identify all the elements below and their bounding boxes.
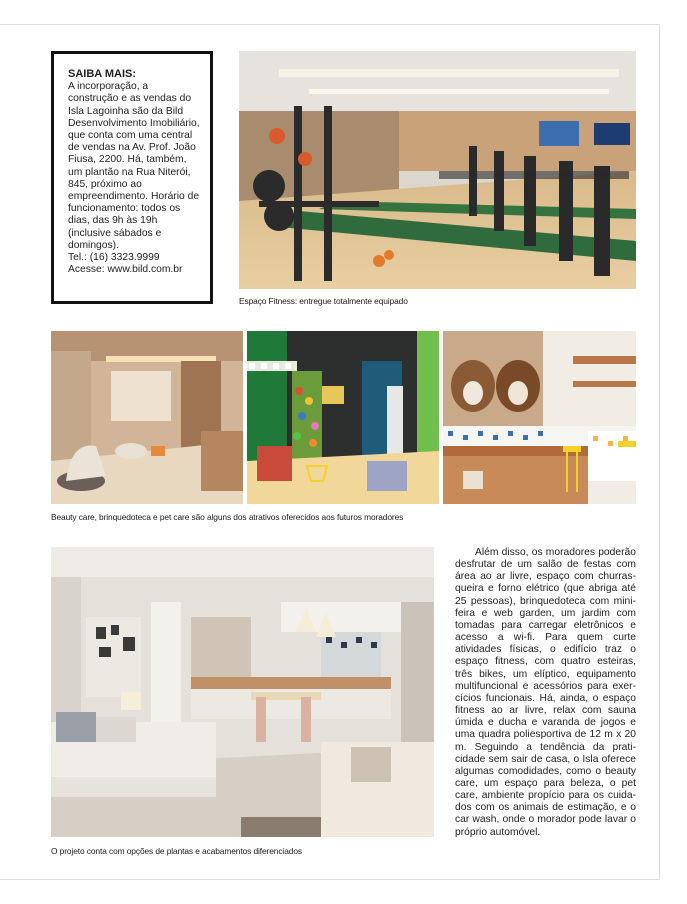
caption-living: O projeto conta com opções de plantas e acabamentos diferenciados bbox=[51, 846, 302, 856]
info-box-title: SAIBA MAIS: bbox=[68, 68, 137, 80]
caption-fitness: Espaço Fitness: entregue totalmente equipado bbox=[239, 296, 408, 306]
beauty-salon-photo bbox=[51, 331, 243, 504]
article-text: Além disso, os moradores poderão desfrutar de um salão de festas com área ao ar livre, espaço com churrasqueira e forno elétrico (que abriga até 25 pessoas), brinquedoteca com mini-feira e web garden, um jardim com tomadas para carregar eletrônicos e acesso a wi-fi. Para quem curte atividades físicas, o edifício traz o espaço fitness, com quatro esteiras, três bikes, um elíptico, equipamento multifuncional e acessórios para exercícios funcionais. Há, ainda, o espaço fitness ao ar livre, relax com sauna úmida e ducha e varanda de jogos e uma quadra poliesportiva de 12 m x 20 m. Seguindo a tendência da praticidade sem sair de casa, o Isla oferece algumas comodidades, como o beauty care, um espaço para beleza, o pet care, ambiente propício para os cuidados com os animais de estimação, e o car wash, onde o morador pode lavar o próprio automóvel. bbox=[455, 547, 636, 838]
playroom-photo bbox=[247, 331, 439, 504]
info-box bbox=[51, 51, 213, 304]
pet-care-photo bbox=[443, 331, 636, 504]
info-box-body: A incorporação, a construção e as vendas do Isla Lagoinha são da Bild Desenvolvimento Imobiliário, que conta com uma central de vendas na Av. Prof. João Fiusa, 2200. Há, também, um plantão na Rua Niterói, 845, próximo ao empreendimento. Horário de funcionamento: todos os dias, das 9h às 19h (inclusive sábados e domingos). Tel.: (16) 3323.9999 Acesse: www.bild.com.br bbox=[68, 81, 200, 276]
gym-photo bbox=[239, 51, 636, 289]
caption-amenities: Beauty care, brinquedoteca e pet care são alguns dos atrativos oferecidos aos futuros moradores bbox=[51, 512, 404, 522]
living-room-photo bbox=[51, 547, 434, 837]
